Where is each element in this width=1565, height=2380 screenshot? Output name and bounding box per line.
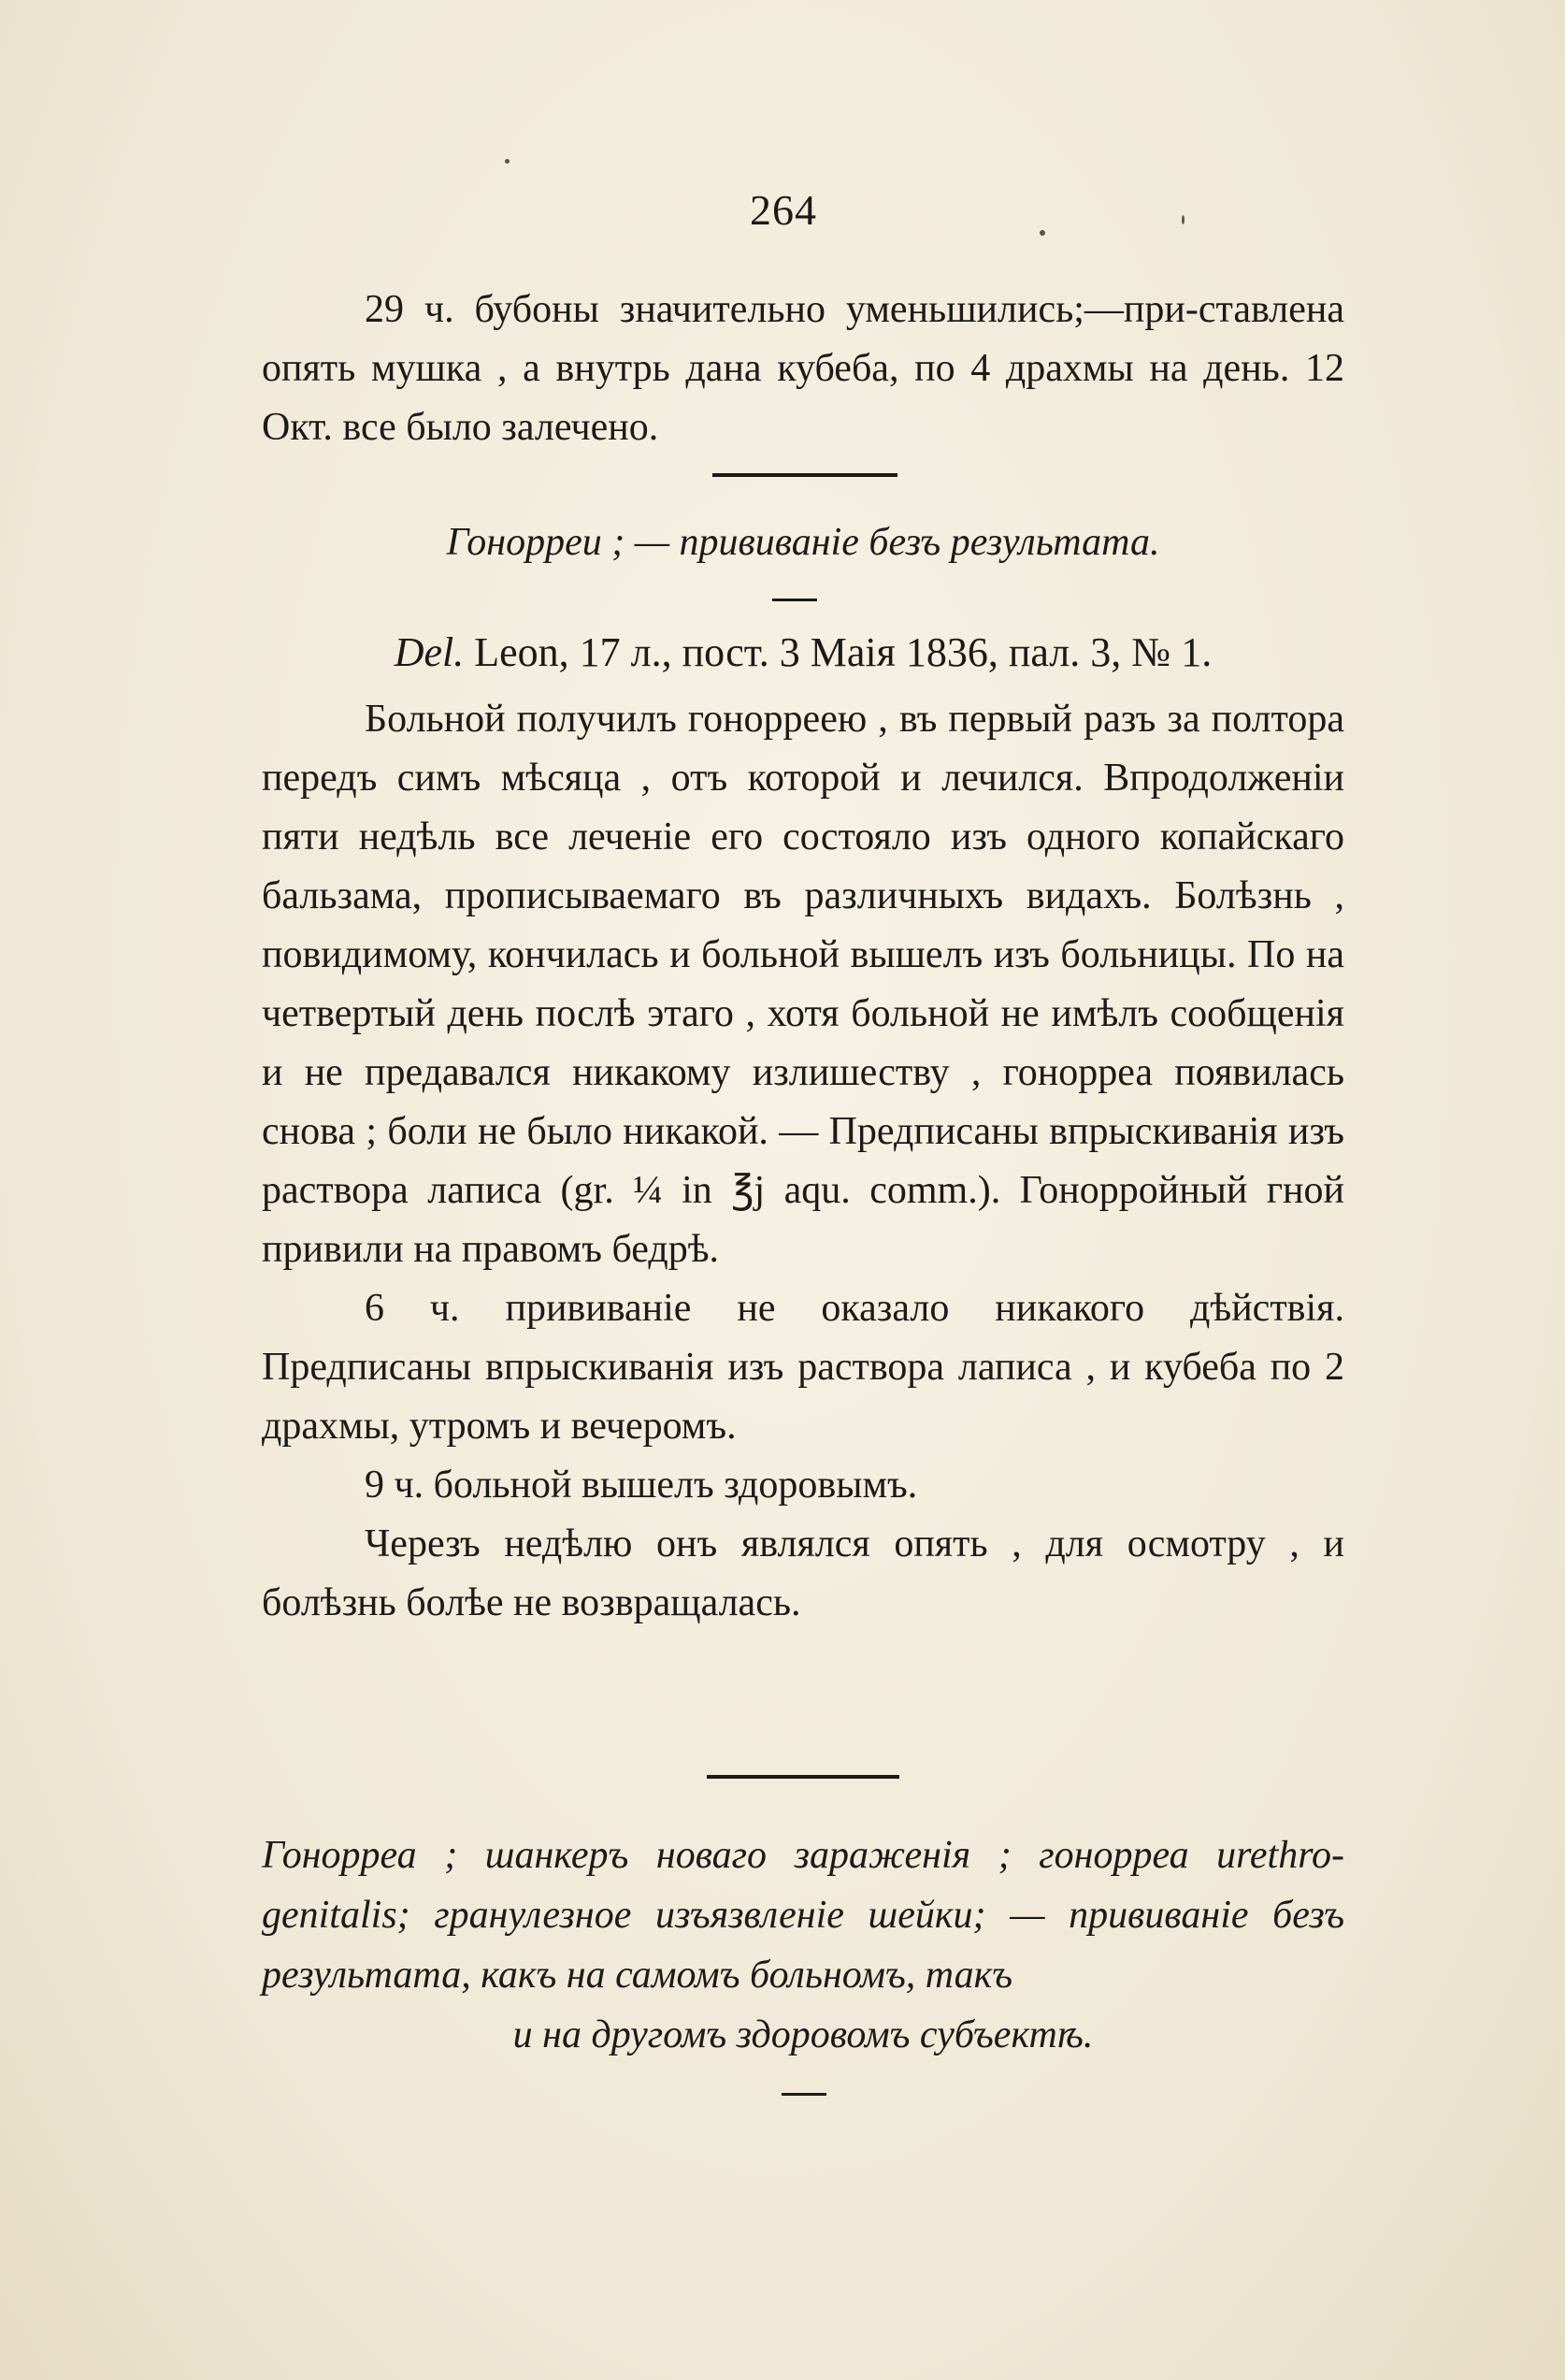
heading-line: и на другомъ здоровомъ субъектѣ. xyxy=(512,2013,1094,2056)
short-rule xyxy=(782,2093,826,2096)
paragraph: 6 ч. прививаніе не оказало никакого дѣйствія. Предписаны впрыскиванія изъ раствора лаписа , и кубеба по 2 драхмы, утромъ и вечеромъ. xyxy=(262,1287,1344,1448)
paragraph: Больной получилъ гонорреею , въ первый разъ за полтора передъ симъ мѣсяца , отъ которой и лечился. Впродолженіи пяти недѣль все леченіе его состояло изъ одного копайскаго бальзама, прописываемаго въ различныхъ видахъ. Болѣзнь , повидимому, кончилась и больной вышелъ изъ больницы. По на четвертый день послѣ этаго , хотя больной не имѣлъ сообщенія и не предавался никакому излишеству , гонорреа появилась снова ; боли не было никакой. — Предписаны впрыскиванія изъ раствора лаписа (gr. ¼ in ℥j aqu. comm.). Гонорройный гной привили на правомъ бедрѣ. xyxy=(262,698,1344,1271)
short-rule xyxy=(772,599,817,601)
paragraph-top xyxy=(262,281,1344,457)
case-details: Leon, 17 л., пост. 3 Маія 1836, пал. 3, № 1. xyxy=(464,629,1213,675)
section-heading: Гонорреи ; — прививаніе безъ результата. xyxy=(446,521,1160,564)
paragraph: Черезъ недѣлю онъ являлся опять , для осмотру , и болѣзнь болѣе не возвращалась. xyxy=(262,1522,1344,1624)
paper-speck xyxy=(1182,215,1185,224)
section2-heading xyxy=(262,1825,1344,2065)
paper-speck xyxy=(1040,230,1045,236)
paragraph: 9 ч. больной вышелъ здоровымъ. xyxy=(365,1464,918,1507)
divider-rule xyxy=(707,1775,899,1779)
paragraph: 29 ч. бубоны значительно уменьшились;—при-ставлена опять мушка , а внутрь дана кубеба, по 4 драхмы на день. 12 Окт. все было залечено. xyxy=(262,288,1344,449)
section1-body xyxy=(262,690,1344,1633)
case-line xyxy=(262,628,1344,676)
heading-line: Гонорреа ; шанкеръ новаго зараженія ; гонорреа urethro-genitalis; гранулезное изъязвленіе шейки; — прививаніе безъ результата, какъ на самомъ больномъ, такъ xyxy=(262,1834,1344,1997)
divider-rule xyxy=(712,473,897,477)
case-abbr: Del. xyxy=(394,629,465,675)
page-number: 264 xyxy=(750,186,817,234)
paper-speck xyxy=(505,159,510,164)
